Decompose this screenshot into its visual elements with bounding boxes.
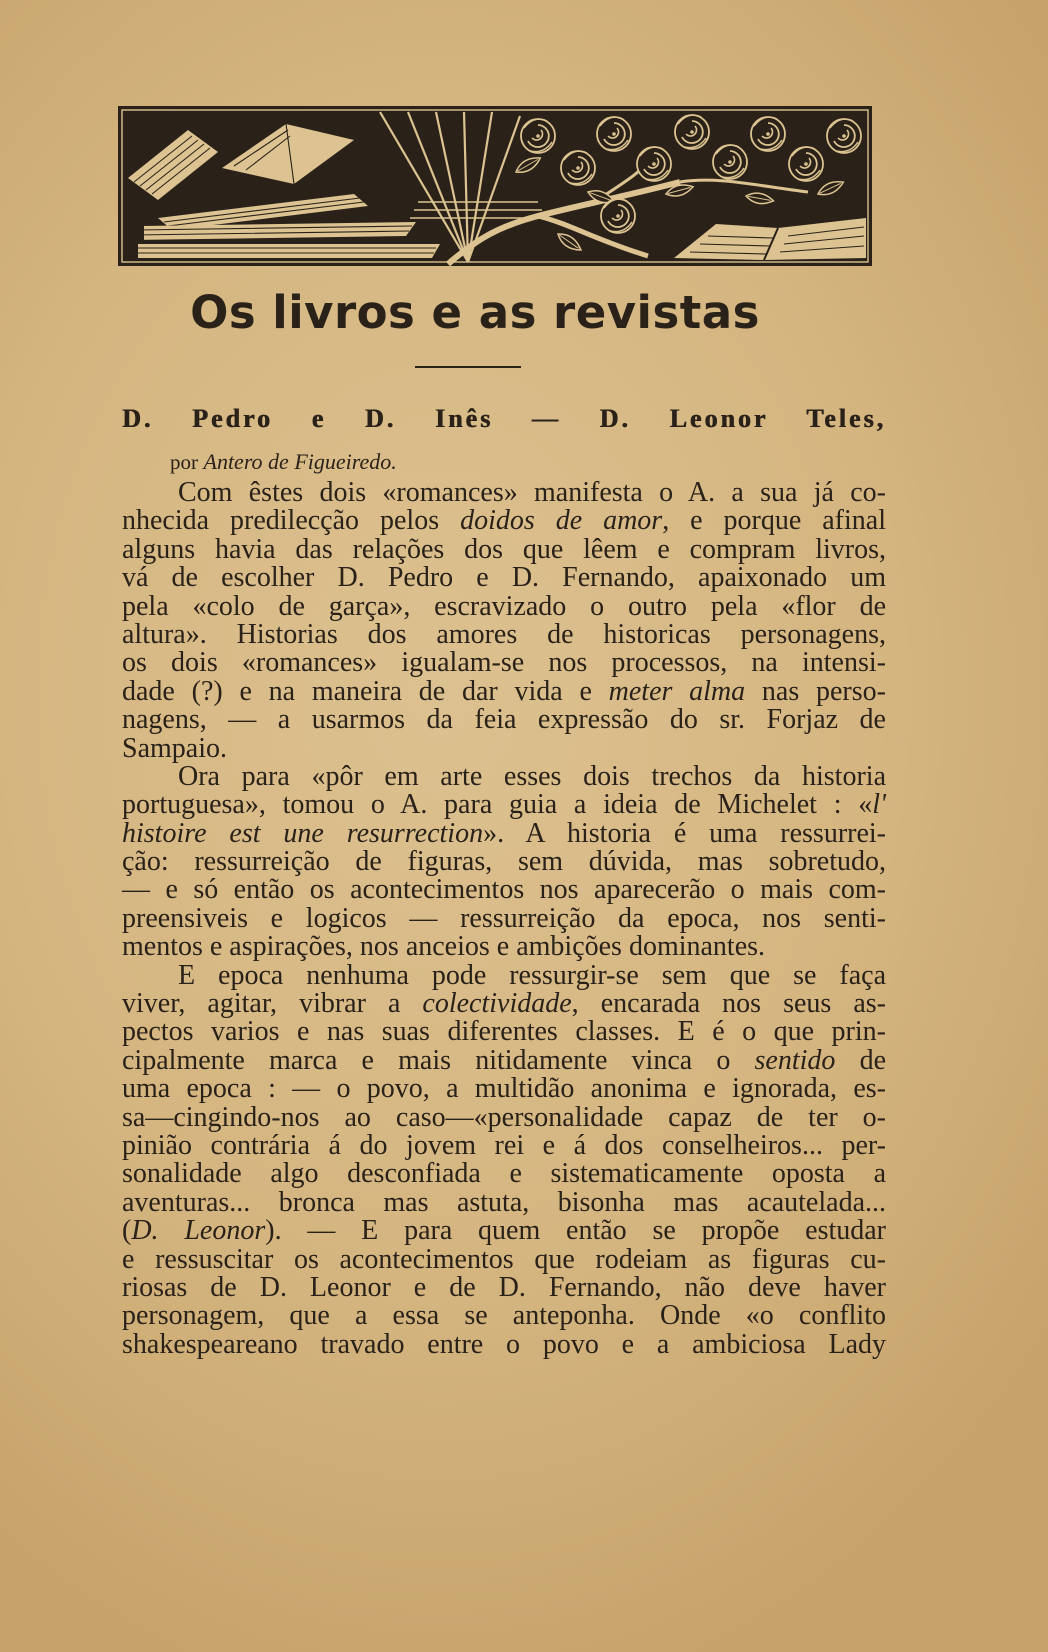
text-line [122, 817, 886, 849]
text-run: nagens, — a usarmos da feia expressão do sr. Forjaz de [122, 704, 886, 736]
text-line [122, 760, 886, 792]
byline-author: Antero de Figueiredo. [203, 449, 397, 474]
text-run: portuguesa», tomou o A. para guia a ideia de Michelet : « [122, 789, 873, 821]
italic-text: doidos de amor [460, 505, 663, 537]
text-run: dade (?) e na maneira de dar vida e [122, 675, 609, 707]
text-line [122, 1160, 886, 1188]
text-run: altura». Historias dos amores de historicas personagens, [122, 618, 886, 650]
text-line [122, 1243, 886, 1275]
text-run: os dois «romances» igualam-se nos processos, na intensi- [122, 647, 886, 679]
text-line [122, 590, 886, 622]
text-run: Ora para «pôr em arte esses dois trechos da historia [178, 760, 886, 792]
text-line [122, 876, 886, 904]
text-line [122, 618, 886, 650]
text-run: personagem, que a essa se anteponha. Onde «o conflito [122, 1300, 886, 1332]
text-line [122, 1044, 886, 1076]
text-run: pinião contrária á do jovem rei e á dos conselheiros... per- [122, 1129, 886, 1161]
text-run: viver, agitar, vibrar a [122, 988, 423, 1020]
italic-text: meter alma [608, 675, 746, 707]
italic-text: l' [872, 789, 886, 821]
text-run: nhecida predilecção pelos [122, 505, 461, 537]
text-line [122, 507, 886, 535]
review-heading: D. Pedro e D. Inês — D. Leonor Teles, [122, 404, 886, 433]
text-line [122, 706, 886, 734]
title-divider [415, 366, 521, 368]
text-line [122, 649, 886, 677]
section-title: Os livros e as revistas [190, 286, 760, 339]
text-line [122, 1328, 886, 1360]
text-run: E epoca nenhuma pode ressurgir-se sem que se faça [178, 959, 886, 991]
text-line [122, 564, 886, 592]
text-line [122, 1302, 886, 1330]
text-line [122, 479, 886, 507]
text-line [122, 1075, 886, 1103]
text-run: uma epoca : — o povo, a multidão anonima e ignorada, es- [122, 1073, 886, 1105]
italic-text: colectividade [422, 988, 572, 1020]
paragraph [122, 479, 886, 763]
text-run: nas perso- [745, 675, 886, 707]
text-run: e ressuscitar os acontecimentos que rodeiam as figuras cu- [122, 1243, 886, 1275]
text-run: riosas de D. Leonor e de D. Fernando, não deve haver [122, 1271, 886, 1303]
text-line [122, 1101, 886, 1133]
text-run: preensiveis e logicos — ressurreição da epoca, nos senti- [122, 902, 886, 934]
text-line [122, 675, 886, 707]
text-run: , encarada nos seus as- [571, 988, 886, 1020]
text-line [122, 732, 886, 764]
text-run: Sampaio. [122, 732, 227, 764]
paragraph [122, 959, 886, 1360]
italic-text: sentido [754, 1044, 836, 1076]
text-run: pela «colo de garça», escravizado o outro pela «flor de [122, 590, 886, 622]
text-run: alguns havia das relações dos que lêem e compram livros, [122, 533, 886, 565]
text-run: de [835, 1044, 886, 1076]
review-body [122, 479, 886, 1359]
text-line [122, 1129, 886, 1161]
text-line [122, 959, 886, 991]
text-line [122, 848, 886, 876]
text-run: ». A historia é uma ressurrei- [483, 817, 886, 849]
text-run: ( [122, 1215, 132, 1247]
italic-text: histoire est une resurrection [122, 817, 484, 849]
review-byline [170, 448, 397, 476]
text-run: aventuras... bronca mas astuta, bisonha mas acautelada... [122, 1186, 886, 1218]
text-run: pectos varios e nas suas diferentes classes. E é o que prin- [122, 1016, 886, 1048]
text-line [122, 1018, 886, 1046]
text-line [122, 902, 886, 934]
text-line [122, 1186, 886, 1218]
text-line [122, 990, 886, 1018]
text-run: Com êstes dois «romances» manifesta o A. a sua já co- [178, 477, 886, 508]
paragraph [122, 760, 886, 963]
text-line [122, 933, 886, 961]
text-run: ção: ressurreição de figuras, sem dúvida, mas sobretudo, [122, 846, 886, 878]
text-run: mentos e aspirações, nos anceios e ambições dominantes. [122, 931, 766, 963]
text-line [122, 1271, 886, 1303]
text-run: shakespeareano travado entre o povo e a ambiciosa Lady [122, 1328, 886, 1360]
text-run: cipalmente marca e mais nitidamente vinca o [122, 1044, 755, 1076]
text-run: — e só então os acontecimentos nos aparecerão o mais com- [122, 874, 886, 906]
header-woodcut-illustration [118, 106, 872, 266]
text-run: ). — E para quem então se propõe estudar [265, 1215, 886, 1247]
text-run: vá de escolher D. Pedro e D. Fernando, apaixonado um [122, 562, 886, 594]
byline-prefix: por [170, 450, 198, 474]
text-line [122, 1217, 886, 1245]
italic-text: D. Leonor [131, 1215, 266, 1247]
text-run: , e porque afinal [662, 505, 886, 537]
text-run: sonalidade algo desconfiada e sistematicamente oposta a [122, 1158, 886, 1190]
text-run: sa—cingindo-nos ao caso—«personalidade capaz de ter o- [122, 1101, 886, 1133]
text-line [122, 791, 886, 819]
text-line [122, 533, 886, 565]
